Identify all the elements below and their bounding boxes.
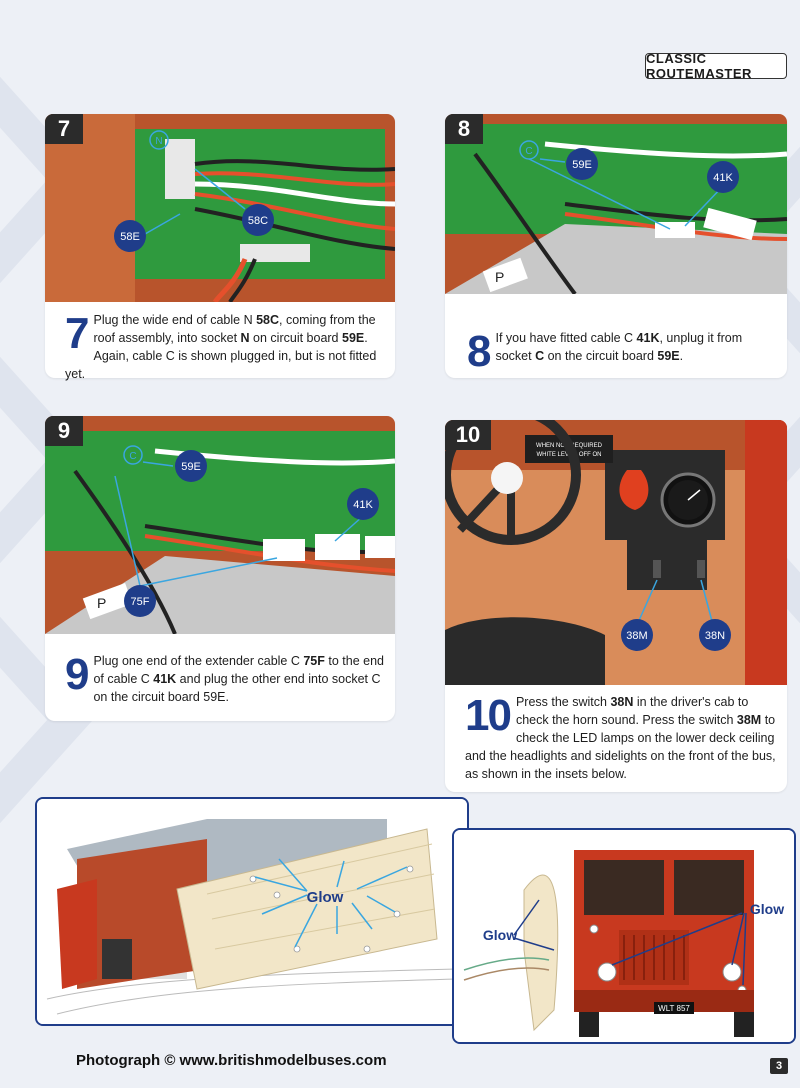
photo-credit: Photograph © www.britishmodelbuses.com [76,1052,387,1069]
glow-label-left: Glow [306,889,344,906]
part-tag-41K: 41K [713,172,733,184]
part-tag-59E: 59E [572,159,592,171]
caption-text: on circuit board [249,331,342,345]
caption-text: and plug the other end into socket C on the circuit board 59E. [93,672,381,704]
part-tag-38M: 38M [626,630,648,642]
step-7-caption [65,311,385,383]
board-letter-p: P [495,269,505,285]
part-tag-58C: 58C [247,215,269,227]
caption-bold: 38M [736,713,762,727]
circuit-board-illustration [45,114,395,302]
caption-bold: C [535,349,545,363]
caption-bold: 58C [256,313,280,327]
number-plate: WLT 857 [658,1004,690,1013]
step-10-dropcap: 10 [465,691,510,740]
board-letter-p: P [97,595,107,611]
caption-bold: 38N [610,695,634,709]
caption-bold: 59E [657,349,680,363]
step-8-number: 8 [445,114,483,144]
glow-label-right-right: Glow [749,901,785,917]
caption-bold: 41K [153,672,177,686]
cab-sign-2: WHITE LEVER OFF ON [536,452,602,458]
inset-lower-deck [35,797,469,1026]
part-tag-41K: 41K [353,499,373,511]
step-10-panel [445,420,787,792]
step-7-dropcap: 7 [65,309,90,358]
lower-deck-illustration [37,799,467,1024]
caption-text: Plug the wide end of cable N [93,313,257,327]
part-tag-38N: 38N [704,630,726,642]
caption-bold: 75F [303,654,325,668]
caption-text: . Again, cable C is shown plugged in, but is not fitted yet. [65,331,377,381]
caption-bold: 59E [342,331,365,345]
step-9-dropcap: 9 [65,650,90,699]
drivers-cab-illustration [445,420,787,685]
step-10-caption [465,693,777,783]
step-7-number: 7 [45,114,83,144]
step-9-panel [45,416,395,721]
series-label: CLASSIC ROUTEMASTER [645,53,787,79]
caption-text: Press the switch [515,695,611,709]
part-tag-59E: 59E [181,461,201,473]
caption-text: . [679,349,684,363]
step-9-caption [65,652,387,706]
caption-text: on the circuit board [544,349,658,363]
caption-text: to the end of cable C [93,654,384,686]
step-10-photo [445,420,787,685]
inset-bus-front [452,828,796,1044]
step-10-number: 10 [445,420,491,450]
caption-text: , coming from the roof assembly, into socket [93,313,376,345]
cab-sign: WHEN NOT REQUIRED [536,443,602,449]
step-7-panel [45,114,395,381]
step-8-dropcap: 8 [467,327,492,376]
glow-label-right-left: Glow [482,927,518,943]
step-8-panel [445,114,787,378]
circuit-board-illustration [445,114,787,294]
caption-bold: 41K [636,331,660,345]
bus-front-illustration [454,830,794,1042]
step-9-number: 9 [45,416,83,446]
step-9-photo [45,416,395,634]
step-8-caption [467,327,767,376]
caption-bold: N [240,331,250,345]
caption-text: Plug one end of the extender cable C [93,654,304,668]
part-tag-75F: 75F [130,596,150,608]
socket-label-C: C [129,451,137,462]
circuit-board-illustration [45,416,395,634]
step-8-photo [445,114,787,294]
part-tag-58E: 58E [120,231,140,243]
socket-label-C: C [525,146,533,157]
caption-text: , unplug it from socket [495,331,743,363]
caption-text: If you have fitted cable C [495,331,637,345]
caption-text: to check the LED lamps on the lower deck ceiling and the headlights and sidelights on the front of the bus, as shown in the insets below. [465,713,776,781]
caption-text: in the driver's cab to check the horn sound. Press the switch [515,695,749,727]
step-7-photo [45,114,395,302]
page-number: 3 [770,1058,788,1074]
socket-label-N: N [155,136,163,147]
